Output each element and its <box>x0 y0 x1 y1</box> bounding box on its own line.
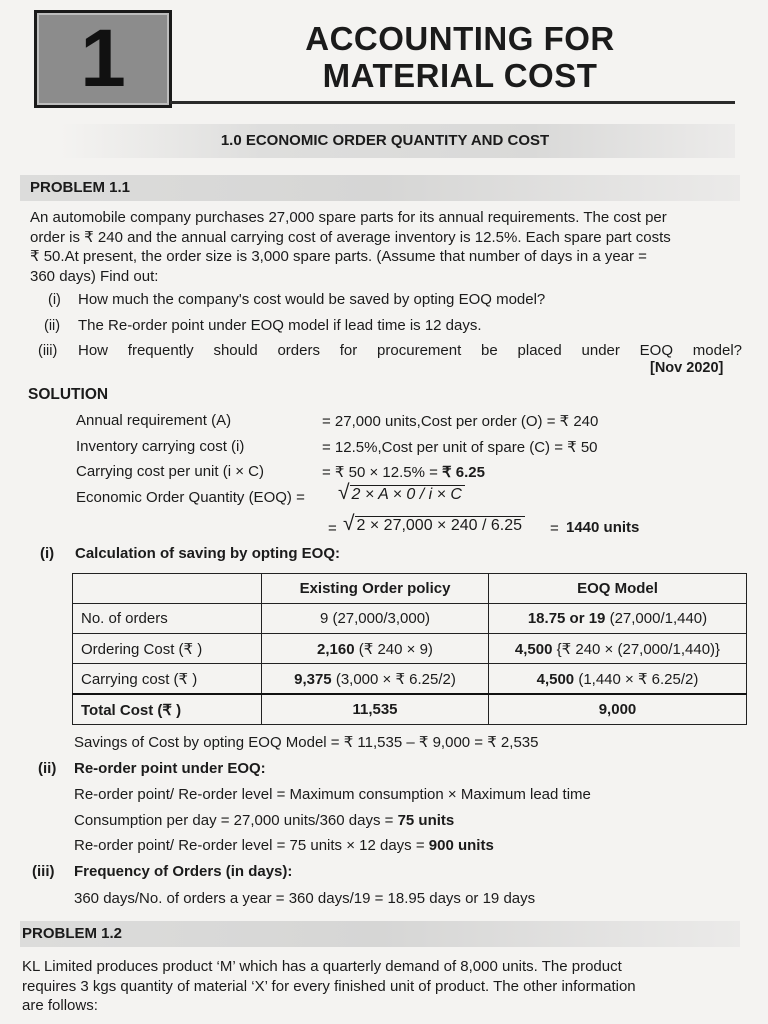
problem-2-band <box>20 921 740 947</box>
exam-reference: [Nov 2020] <box>650 360 724 376</box>
cell-eoq <box>489 664 747 695</box>
row-label: No. of orders <box>73 604 262 634</box>
question-3-text: How frequently should orders for procurement be placed under EOQ model? <box>78 342 742 359</box>
table-row <box>73 664 747 695</box>
part-2-num: (ii) <box>38 760 57 777</box>
given-row-label: Inventory carrying cost (i) <box>76 438 245 455</box>
given-row-label: Carrying cost per unit (i × C) <box>76 463 264 480</box>
chapter-number-box <box>34 10 172 108</box>
radical-icon: √ <box>338 481 350 504</box>
given-row-value: = 27,000 units,Cost per order (O) = ₹ 240 <box>322 413 599 430</box>
cell-existing-note: (3,000 × ₹ 6.25/2) <box>331 670 456 688</box>
cell-existing-note: 9 (27,000/3,000) <box>319 610 431 627</box>
cell-eoq-bold: 4,500 <box>514 640 553 658</box>
statement-line: requires 3 kgs quantity of material ‘X’ for every finished unit of product. The other information <box>22 977 636 995</box>
section-title: 1.0 ECONOMIC ORDER QUANTITY AND COST <box>220 132 550 149</box>
row-label: Ordering Cost (₹ ) <box>73 634 262 664</box>
eoq-sub-formula <box>343 512 525 536</box>
cell-eoq-note: {₹ 240 × (27,000/1,440)} <box>552 640 721 658</box>
cell-eoq-note: (27,000/1,440) <box>605 610 708 627</box>
cell-eoq-note: (1,440 × ₹ 6.25/2) <box>574 670 699 688</box>
part-3-heading: Frequency of Orders (in days): <box>74 863 293 880</box>
eoq-result: 1440 units <box>566 519 640 536</box>
reorder-line <box>74 837 494 854</box>
part-1-num: (i) <box>40 545 55 562</box>
radical-icon: √ <box>343 512 355 535</box>
solution-label: SOLUTION <box>28 386 109 403</box>
cell-eoq-bold: 9,000 <box>598 701 637 718</box>
chapter-title <box>200 20 720 94</box>
given-row-value: = 12.5%,Cost per unit of spare (C) = ₹ 50 <box>322 439 598 456</box>
chapter-number: 1 <box>80 13 126 104</box>
table-header-blank <box>73 574 262 604</box>
frequency-line: 360 days/No. of orders a year = 360 days/19 = 18.95 days or 19 days <box>74 890 536 907</box>
carrying-cost-result: ₹ 6.25 <box>442 464 485 481</box>
eoq-result-eq: = <box>550 520 559 537</box>
chapter-title-line1: ACCOUNTING FOR <box>305 20 615 57</box>
cell-eoq <box>489 604 747 634</box>
reorder-formula: Re-order point/ Re-order level = Maximum consumption × Maximum lead time <box>74 786 591 803</box>
statement-line: 360 days) Find out: <box>30 267 159 285</box>
eoq-sub-eq: = <box>328 520 337 537</box>
question-1-text: How much the company's cost would be saved by opting EOQ model? <box>78 291 546 308</box>
part-1-heading: Calculation of saving by opting EOQ: <box>75 545 341 562</box>
cell-existing <box>262 634 489 664</box>
question-3-num: (iii) <box>38 343 58 359</box>
cell-eoq <box>489 694 747 725</box>
eoq-formula <box>338 481 465 505</box>
eoq-sub-formula-text: 2 × 27,000 × 240 / 6.25 <box>355 516 525 534</box>
table-header-existing: Existing Order policy <box>262 574 489 604</box>
table-row <box>73 634 747 664</box>
eoq-label: Economic Order Quantity (EOQ) = <box>76 489 305 506</box>
reorder-expr: Re-order point/ Re-order level = 75 units × 12 days = <box>74 837 429 854</box>
cell-existing <box>262 694 489 725</box>
problem-1-title: PROBLEM 1.1 <box>30 179 131 196</box>
consumption-line <box>74 812 454 829</box>
cell-eoq-bold: 4,500 <box>536 670 575 688</box>
consumption-result: 75 units <box>397 812 455 829</box>
table-header-eoq: EOQ Model <box>489 574 747 604</box>
table-total-row <box>73 694 747 725</box>
cell-existing-bold: 2,160 <box>317 640 355 658</box>
cell-existing <box>262 664 489 695</box>
part-3-num: (iii) <box>32 863 55 880</box>
table-header-row <box>73 574 747 604</box>
eoq-formula-text: 2 × A × 0 / i × C <box>350 485 465 503</box>
cell-existing-note: (₹ 240 × 9) <box>354 640 433 658</box>
savings-line: Savings of Cost by opting EOQ Model = ₹ 11,535 – ₹ 9,000 = ₹ 2,535 <box>74 734 539 751</box>
problem-2-title: PROBLEM 1.2 <box>22 925 123 942</box>
statement-line: order is ₹ 240 and the annual carrying cost of average inventory is 12.5%. Each spare part costs <box>30 228 671 246</box>
reorder-result: 900 units <box>428 837 494 854</box>
part-2-heading: Re-order point under EOQ: <box>74 760 266 777</box>
question-2-text: The Re-order point under EOQ model if lead time is 12 days. <box>78 317 482 334</box>
statement-line: An automobile company purchases 27,000 spare parts for its annual requirements. The cost per <box>30 209 667 226</box>
cell-existing <box>262 604 489 634</box>
title-rule <box>170 101 735 104</box>
cell-eoq <box>489 634 747 664</box>
statement-line: are follows: <box>22 997 98 1014</box>
row-label: Total Cost (₹ ) <box>73 694 262 725</box>
savings-table <box>72 573 747 725</box>
question-2-num: (ii) <box>44 318 61 334</box>
carrying-cost-expr: = ₹ 50 × 12.5% = <box>322 464 443 481</box>
given-row-value <box>322 463 485 481</box>
consumption-expr: Consumption per day = 27,000 units/360 days = <box>74 812 398 829</box>
row-label: Carrying cost (₹ ) <box>73 664 262 695</box>
statement-line: ₹ 50.At present, the order size is 3,000 spare parts. (Assume that number of days in a year = <box>30 248 647 265</box>
statement-line: KL Limited produces product ‘M’ which has a quarterly demand of 8,000 units. The product <box>22 958 622 975</box>
cell-existing-bold: 9,375 <box>294 670 332 688</box>
question-1-num: (i) <box>48 292 61 308</box>
given-row-label: Annual requirement (A) <box>76 412 232 429</box>
cell-eoq-bold: 18.75 or 19 <box>527 610 606 627</box>
problem-1-statement <box>30 208 745 286</box>
cell-existing-bold: 11,535 <box>352 701 398 718</box>
table-row <box>73 604 747 634</box>
problem-2-statement <box>22 957 752 1016</box>
chapter-title-line2: MATERIAL COST <box>322 57 598 94</box>
